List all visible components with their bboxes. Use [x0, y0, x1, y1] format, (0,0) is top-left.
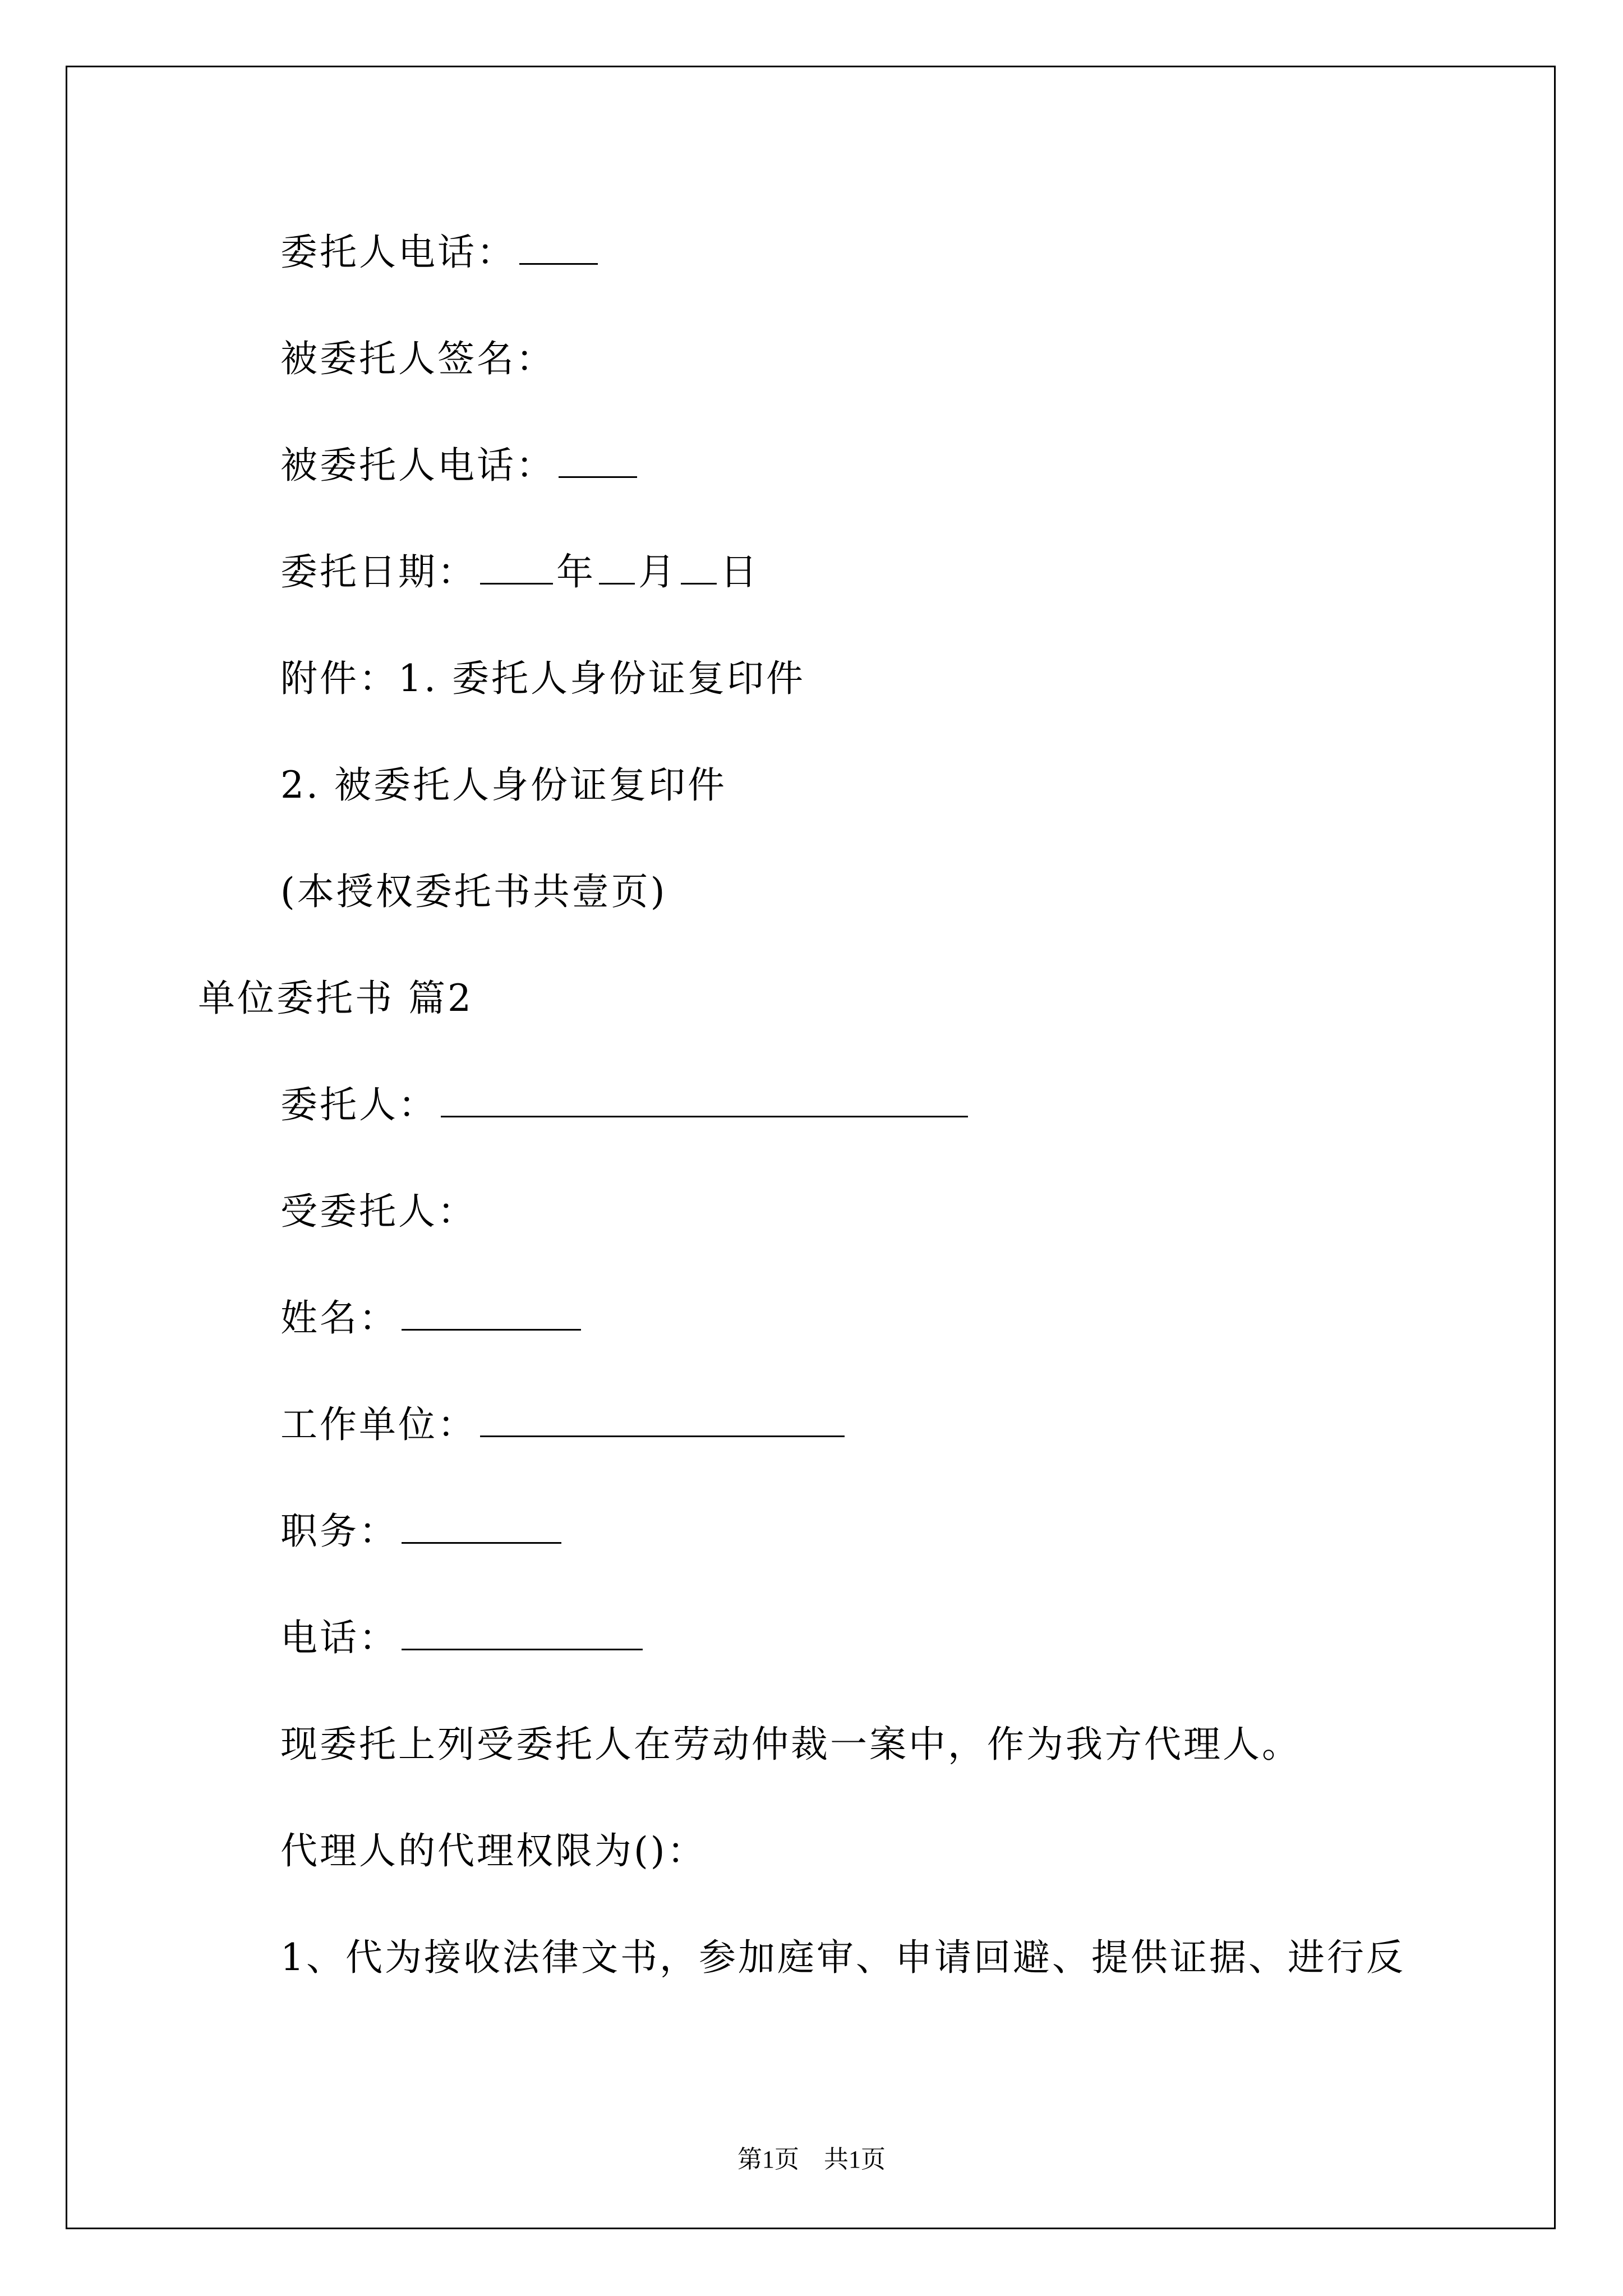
- authority-scope-line: [280, 1829, 707, 1874]
- phone-blank[interactable]: [402, 1617, 643, 1650]
- delegatee-signature-line: [280, 337, 555, 381]
- agent-label: 受委托人：: [280, 1190, 477, 1233]
- date-day-blank[interactable]: [681, 551, 717, 585]
- phone-line: [280, 1616, 646, 1660]
- attachment-1-line: [280, 656, 805, 701]
- position-blank[interactable]: [402, 1511, 561, 1544]
- page-count-note: [280, 869, 667, 914]
- authority-scope-text: 代理人的代理权限为()：: [280, 1829, 707, 1872]
- phone-label: 电话：: [280, 1616, 398, 1659]
- attachment-2-line: [280, 763, 727, 808]
- section-heading: [198, 976, 473, 1021]
- delegatee-phone-line: [280, 443, 640, 488]
- date-month-unit: 月: [638, 550, 677, 593]
- delegator-phone-line: [280, 230, 601, 275]
- delegatee-phone-label: 被委托人电话：: [280, 444, 555, 487]
- attachment-2-text: 2. 被委托人身份证复印件: [280, 763, 727, 807]
- position-line: [280, 1509, 565, 1554]
- employer-blank[interactable]: [480, 1404, 845, 1437]
- attachment-1-text: 附件：1. 委托人身份证复印件: [280, 657, 805, 700]
- name-blank[interactable]: [402, 1297, 581, 1331]
- position-label: 职务：: [280, 1510, 398, 1553]
- page-border: [66, 66, 1556, 2229]
- agent-line: [280, 1189, 477, 1234]
- delegatee-phone-blank[interactable]: [559, 445, 637, 478]
- page-footer: [0, 2143, 1623, 2177]
- delegation-date-line: [280, 550, 759, 595]
- page-count-note-text: (本授权委托书共壹页): [280, 870, 667, 913]
- delegator-phone-blank[interactable]: [519, 232, 598, 265]
- date-year-blank[interactable]: [480, 551, 553, 585]
- delegator-phone-label: 委托人电话：: [280, 231, 516, 274]
- name-label: 姓名：: [280, 1296, 398, 1340]
- authority-item-1: [280, 1935, 1405, 1980]
- delegator-label: 委托人：: [280, 1083, 437, 1126]
- delegation-statement: [280, 1722, 1301, 1767]
- date-month-blank[interactable]: [599, 551, 635, 585]
- employer-line: [280, 1402, 848, 1447]
- delegation-date-label: 委托日期：: [280, 550, 477, 593]
- date-year-unit: 年: [556, 550, 596, 593]
- delegatee-signature-label: 被委托人签名：: [280, 337, 555, 380]
- authority-item-1-text: 1、代为接收法律文书，参加庭审、申请回避、提供证据、进行反: [280, 1936, 1405, 1979]
- page-number: 第1页 共1页: [737, 2146, 886, 2173]
- delegator-line: [280, 1083, 971, 1128]
- delegator-blank[interactable]: [441, 1084, 968, 1117]
- section-heading-text: 单位委托书 篇2: [198, 977, 473, 1020]
- date-day-unit: 日: [720, 550, 759, 593]
- delegation-statement-text: 现委托上列受委托人在劳动仲裁一案中，作为我方代理人。: [280, 1723, 1301, 1766]
- employer-label: 工作单位：: [280, 1403, 477, 1446]
- name-line: [280, 1296, 584, 1341]
